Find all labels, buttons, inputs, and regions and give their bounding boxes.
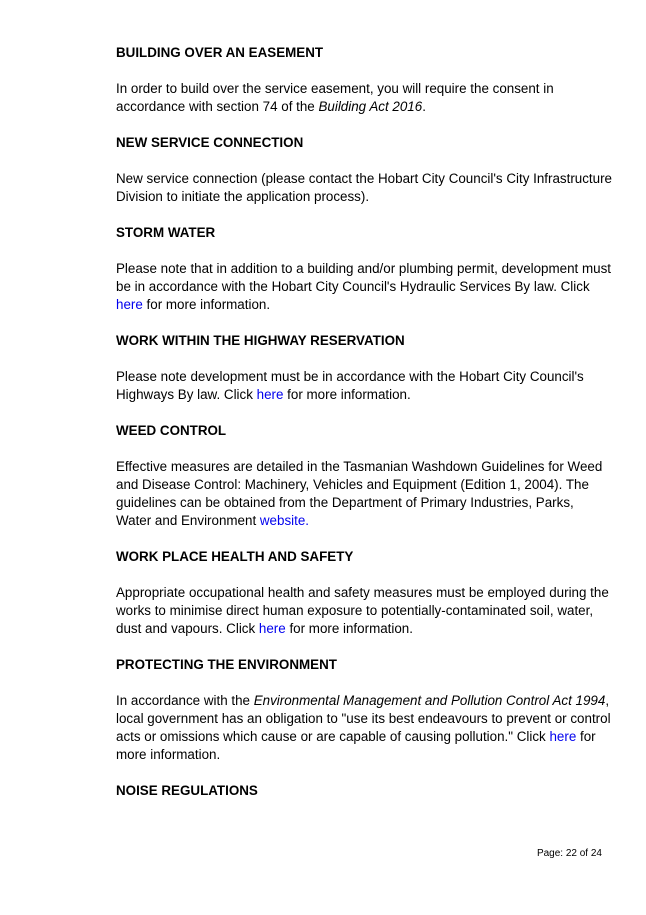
environment-here-link[interactable]: here — [549, 729, 577, 744]
section-body-storm-water — [116, 260, 612, 314]
document-page — [116, 44, 612, 800]
body-text: , local government has an obligation to "use its best endeavours to prevent or control acts or omissions which cause or are capable of causing pollution." Click — [116, 693, 611, 744]
body-text: In order to build over the service easement, you will require the consent in accordance with section 74 of the — [116, 81, 554, 114]
section-body-weed-control — [116, 458, 612, 530]
body-text: Appropriate occupational health and safety measures must be employed during the works to minimise direct human exposure to potentially-contaminated soil, water, dust and vapours. Click — [116, 585, 609, 636]
section-heading-storm-water: STORM WATER — [116, 225, 216, 240]
highway-here-link[interactable]: here — [256, 387, 284, 402]
section-heading-highway-reservation: WORK WITHIN THE HIGHWAY RESERVATION — [116, 333, 405, 348]
section-heading-weed-control: WEED CONTROL — [116, 423, 227, 438]
body-text: for more information. — [116, 729, 596, 762]
body-text: . — [422, 99, 426, 114]
section-heading-noise-regulations: NOISE REGULATIONS — [116, 783, 258, 798]
section-body-building-over-easement — [116, 80, 612, 116]
section-body-highway-reservation — [116, 368, 612, 404]
body-text: Please note development must be in accordance with the Hobart City Council's Highways By law. Click — [116, 369, 584, 402]
section-body-work-place-health-safety — [116, 584, 612, 638]
body-text: New service connection (please contact the Hobart City Council's City Infrastructure Division to initiate the application process). — [116, 171, 612, 204]
body-text: In accordance with the — [116, 693, 254, 708]
body-text: for more information. — [283, 387, 411, 402]
body-text: Effective measures are detailed in the Tasmanian Washdown Guidelines for Weed and Disease Control: Machinery, Vehicles and Equipment (Edition 1, 2004). The guidelines can be obtained from the Department of Primary Industries, Parks, Water and Environment — [116, 459, 603, 528]
page-number: Page: 22 of 24 — [536, 848, 602, 859]
storm-water-here-link[interactable]: here — [116, 297, 143, 312]
whs-here-link[interactable]: here — [258, 621, 286, 636]
act-title: Building Act 2016 — [318, 99, 423, 114]
section-body-protecting-environment — [116, 692, 612, 764]
section-heading-building-over-easement: BUILDING OVER AN EASEMENT — [116, 45, 324, 60]
section-heading-protecting-environment: PROTECTING THE ENVIRONMENT — [116, 657, 337, 672]
section-heading-work-place-health-safety: WORK PLACE HEALTH AND SAFETY — [116, 549, 354, 564]
weed-control-website-link[interactable]: website. — [259, 513, 310, 528]
body-text: for more information. — [285, 621, 413, 636]
section-body-new-service-connection — [116, 170, 612, 206]
body-text: for more information. — [142, 297, 271, 312]
section-heading-new-service-connection: NEW SERVICE CONNECTION — [116, 135, 304, 150]
body-text: Please note that in addition to a building and/or plumbing permit, development must be in accordance with the Hobart City Council's Hydraulic Services By law. Click — [116, 261, 612, 294]
act-title: Environmental Management and Pollution Control Act 1994 — [253, 693, 606, 708]
